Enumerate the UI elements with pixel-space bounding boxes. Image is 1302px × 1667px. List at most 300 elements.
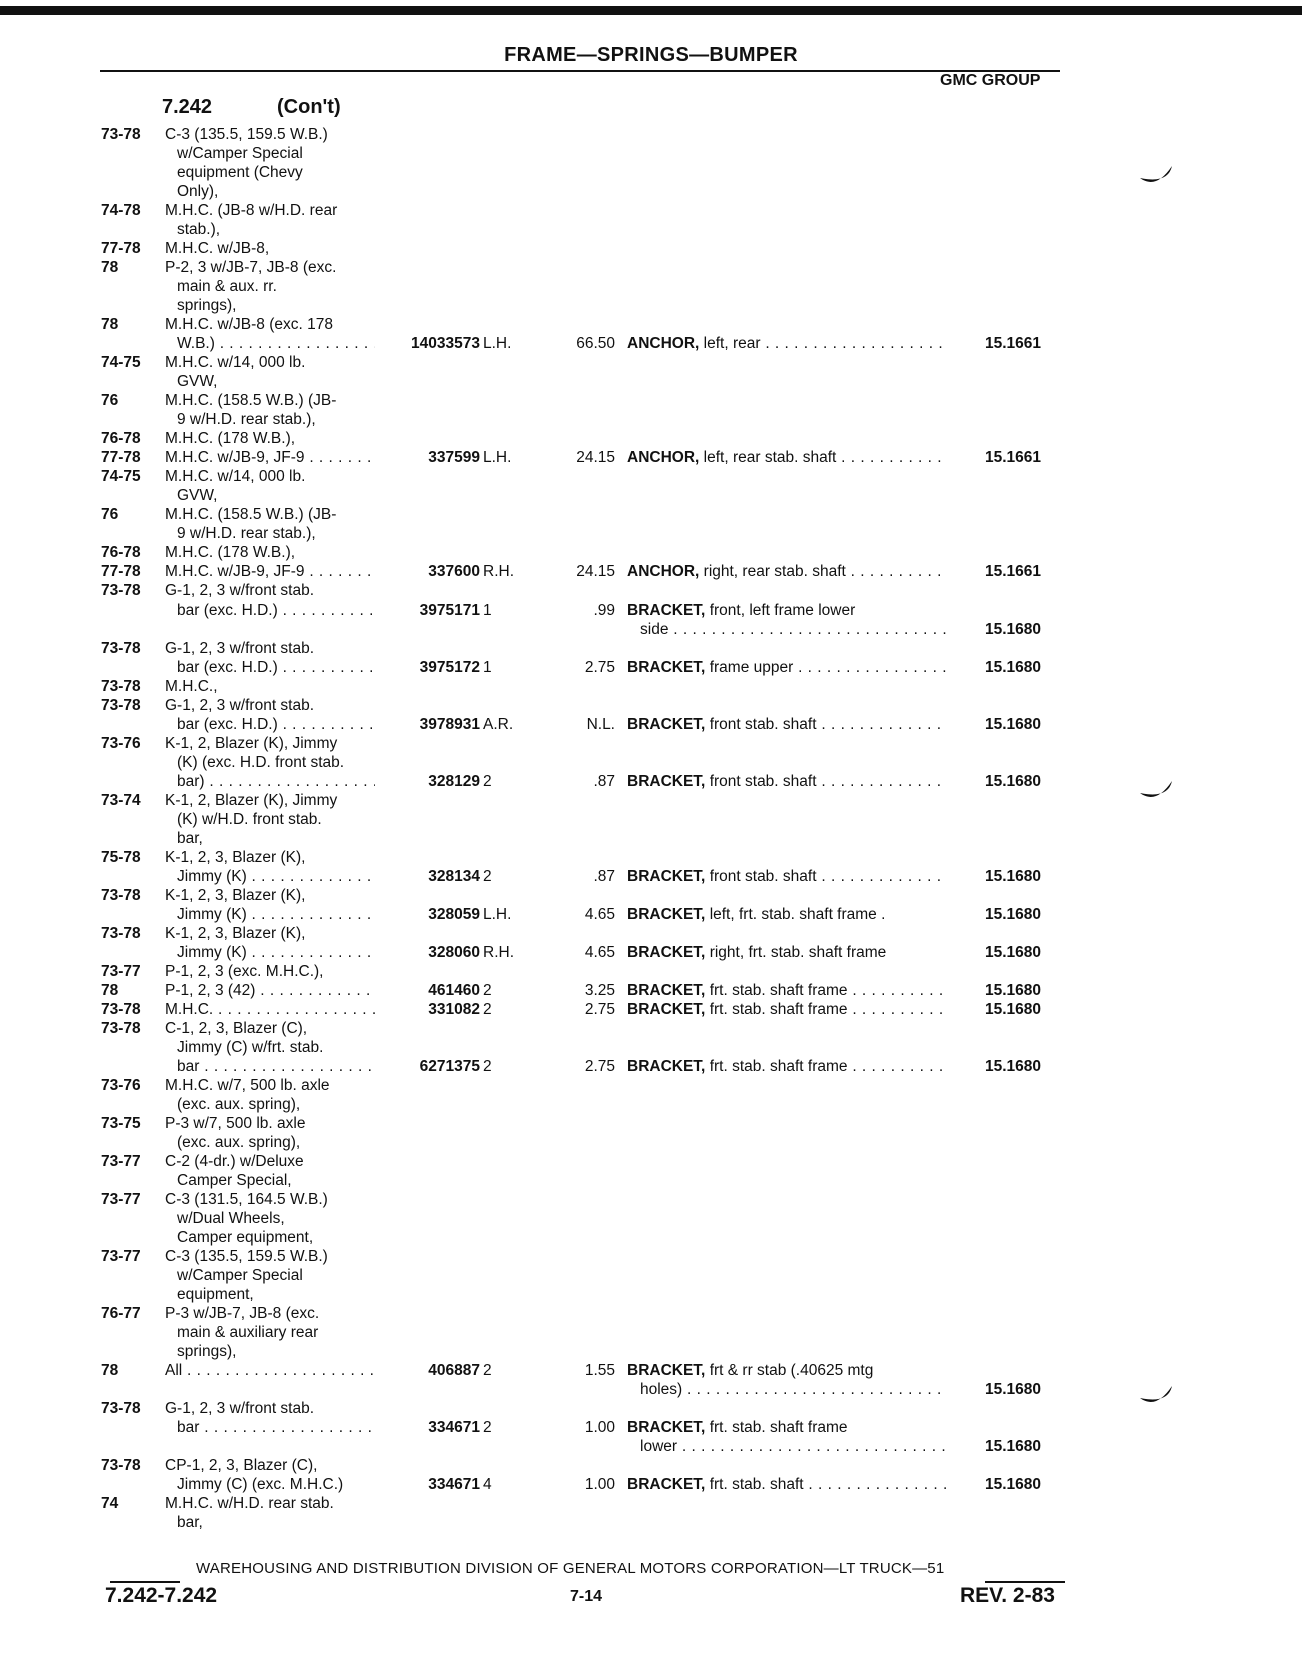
model-years: 73-77 [101,1191,141,1209]
application: M.H.C. (JB-8 w/H.D. rear [165,202,338,220]
part-description: frt. stab. shaft frame [709,981,848,999]
table-row [0,791,1302,810]
part-number: 331082 [428,1000,480,1018]
part-description: left, rear [703,335,761,353]
table-row [0,677,1302,696]
application: P-3 w/JB-7, JB-8 (exc. [165,1305,320,1323]
application: Only), [177,183,219,201]
table-row [0,620,1302,639]
application: Camper Special, [177,1172,292,1190]
part-description: holes) [640,1381,683,1399]
group-number: 15.1661 [985,335,1042,353]
model-years: 73-77 [101,962,141,980]
quantity: L.H. [483,449,512,467]
application: M.H.C. w/H.D. rear stab. [165,1495,334,1513]
quantity: 2 [483,1362,492,1380]
price: 2.75 [584,1057,615,1075]
table-row [0,258,1302,277]
table-row [0,1361,1302,1380]
application: G-1, 2, 3 w/front stab. [165,696,315,714]
group-number: 15.1680 [985,715,1042,733]
application: (K) w/H.D. front stab. [177,810,322,828]
description [627,1475,947,1494]
model-years: 77-78 [101,563,141,581]
table-row [0,1190,1302,1209]
application: main & aux. rr. [177,278,277,296]
part-number: 6271375 [419,1057,480,1075]
section-number: 7.242 [162,96,213,118]
part-name: BRACKET, [627,601,706,619]
table-row [0,1038,1302,1057]
application: M.H.C. (178 W.B.), [165,430,296,448]
part-name: BRACKET, [627,981,706,999]
group-number: 15.1680 [985,905,1042,923]
group-number: 15.1661 [985,563,1042,581]
model-years: 75-78 [101,848,141,866]
application: K-1, 2, 3, Blazer (K), [165,924,306,942]
application: bar . . . [177,1418,375,1437]
table-row [0,410,1302,429]
description [627,601,947,620]
table-row [0,1418,1302,1437]
application: bar (exc. H.D.) . . . [177,715,375,734]
model-years: 73-78 [101,126,141,143]
application: M.H.C. w/7, 500 lb. axle [165,1077,330,1094]
part-name: BRACKET, [627,1362,706,1380]
section-continued: (Con't) [277,96,341,118]
application: Camper equipment, [177,1229,314,1247]
price: N.L. [586,715,615,733]
application: M.H.C. w/14, 000 lb. [165,354,306,372]
description [627,981,947,1000]
price: 24.15 [576,449,615,467]
application: C-3 (135.5, 159.5 W.B.) [165,1248,328,1266]
model-years: 76-78 [101,544,141,562]
table-row [0,239,1302,258]
model-years: 78 [101,981,119,999]
application: P-2, 3 w/JB-7, JB-8 (exc. [165,259,337,277]
application: bar, [177,829,203,847]
table-row [0,1019,1302,1038]
model-years: 73-78 [101,924,141,942]
table-row [0,1513,1302,1532]
application: (K) (exc. H.D. front stab. [177,753,345,771]
table-row [0,924,1302,943]
part-name: BRACKET, [627,658,706,676]
part-number: 3975172 [419,658,480,676]
binder-hole-icon [1138,1380,1174,1408]
table-row [0,658,1302,677]
application: M.H.C. (158.5 W.B.) (JB- [165,506,337,524]
part-description: frt & rr stab (.40625 mtg [709,1362,874,1380]
part-name: BRACKET, [627,867,706,885]
application: M.H.C. (158.5 W.B.) (JB- [165,392,337,410]
footer-page-number: 7-14 [570,1588,603,1605]
group-number: 15.1661 [985,449,1042,467]
table-row [0,753,1302,772]
application: P-3 w/7, 500 lb. axle [165,1115,306,1133]
model-years: 73-78 [101,886,141,904]
part-name: BRACKET, [627,1476,706,1494]
part-number: 14033573 [411,335,480,353]
description [627,658,947,677]
quantity: 2 [483,867,492,885]
part-description: front stab. shaft [709,715,817,733]
table-row [0,467,1302,486]
table-row [0,543,1302,562]
application: C-3 (135.5, 159.5 W.B.) [165,126,328,143]
price: 4.65 [584,943,615,961]
table-row [0,1285,1302,1304]
part-number: 461460 [428,981,480,999]
model-years: 76 [101,392,119,410]
part-description: frame upper [709,658,794,676]
group-number: 15.1680 [985,772,1042,790]
part-name: BRACKET, [627,1000,706,1018]
application: bar) . . . [177,772,375,791]
application: bar (exc. H.D.) . . . [177,658,375,677]
application: bar . . . [177,1057,375,1076]
quantity: L.H. [483,905,512,923]
part-number: 328060 [428,943,480,961]
application: P-1, 2, 3 (42) . . . [165,981,375,1000]
table-row [0,1304,1302,1323]
model-years: 73-78 [101,1019,141,1037]
application: Jimmy (K) . . . [177,943,375,962]
group-number: 15.1680 [985,658,1042,676]
application: G-1, 2, 3 w/front stab. [165,639,315,657]
part-description: front stab. shaft [709,867,817,885]
application: 9 w/H.D. rear stab.), [177,411,316,429]
model-years: 73-78 [101,1400,141,1418]
part-name: BRACKET, [627,943,706,961]
table-row [0,429,1302,448]
model-years: 78 [101,316,119,334]
price: 1.00 [584,1476,615,1494]
table-row [0,1399,1302,1418]
model-years: 78 [101,259,119,277]
table-row [0,981,1302,1000]
description [627,1000,947,1019]
application: (exc. aux. spring), [177,1134,301,1152]
model-years: 73-75 [101,1115,141,1133]
part-description: lower [640,1438,678,1456]
model-years: 73-76 [101,734,141,752]
part-description: left, rear stab. shaft [703,449,837,467]
quantity: 2 [483,1057,492,1075]
part-description: frt. stab. shaft [709,1476,804,1494]
price: 2.75 [584,658,615,676]
table-row [0,1133,1302,1152]
price: 24.15 [576,563,615,581]
table-row [0,1171,1302,1190]
description [627,772,947,791]
application: GVW, [177,487,218,505]
table-row [0,220,1302,239]
part-name: BRACKET, [627,715,706,733]
table-row [0,1380,1302,1399]
table-row [0,581,1302,600]
model-years: 76-77 [101,1305,141,1323]
application: M.H.C., [165,677,218,695]
quantity: 1 [483,601,492,619]
model-years: 76-78 [101,430,141,448]
description [627,715,947,734]
application: K-1, 2, Blazer (K), Jimmy [165,791,338,809]
table-row [0,144,1302,163]
part-description: side [640,620,669,638]
quantity: 4 [483,1476,492,1494]
title-rule [100,70,1060,72]
table-row [0,601,1302,620]
application: equipment, [177,1286,254,1304]
description [627,448,947,467]
table-row [0,1152,1302,1171]
application: G-1, 2, 3 w/front stab. [165,582,315,600]
group-number: 15.1680 [985,867,1042,885]
part-description: frt. stab. shaft frame [709,1057,848,1075]
description [627,334,947,353]
table-row [0,448,1302,467]
part-number: 328134 [428,867,480,885]
table-row [0,296,1302,315]
application: bar, [177,1514,203,1532]
quantity: 2 [483,772,492,790]
table-row [0,867,1302,886]
group-number: 15.1680 [985,943,1042,961]
page-title: FRAME—SPRINGS—BUMPER [504,44,798,66]
part-name: BRACKET, [627,1057,706,1075]
description [627,562,947,581]
model-years: 74-75 [101,468,141,486]
table-row [0,1494,1302,1513]
application: W.B.) . . . [177,334,375,353]
part-number: 3975171 [419,601,480,619]
group-number: 15.1680 [985,1438,1042,1456]
part-description: left, frt. stab. shaft frame . [709,905,886,923]
model-years: 77-78 [101,240,141,258]
application: w/Dual Wheels, [177,1210,285,1228]
part-number: 328059 [428,905,480,923]
description [627,943,947,962]
model-years: 73-78 [101,582,141,600]
quantity: L.H. [483,335,512,353]
model-years: 73-77 [101,1153,141,1171]
quantity: A.R. [483,715,514,733]
top-border-bar [0,6,1302,15]
group-number: 15.1680 [985,1000,1042,1018]
table-row [0,734,1302,753]
table-row [0,125,1302,144]
table-row [0,886,1302,905]
application: springs), [177,297,237,315]
part-name: BRACKET, [627,905,706,923]
model-years: 73-76 [101,1077,141,1094]
table-row [0,1057,1302,1076]
model-years: 73-78 [101,639,141,657]
table-row [0,1095,1302,1114]
price: 4.65 [584,905,615,923]
quantity: 2 [483,1419,492,1437]
part-number: 406887 [428,1362,480,1380]
price: 1.00 [584,1419,615,1437]
application: M.H.C. w/JB-8 (exc. 178 [165,316,333,334]
table-row [0,353,1302,372]
table-row [0,372,1302,391]
quantity: R.H. [483,563,514,581]
part-number: 337600 [428,563,480,581]
table-row [0,562,1302,581]
part-number: 328129 [428,772,480,790]
group-number: 15.1680 [985,1057,1042,1075]
quantity: 2 [483,1000,492,1018]
application: CP-1, 2, 3, Blazer (C), [165,1457,318,1475]
table-row [0,1228,1302,1247]
table-row [0,715,1302,734]
table-row [0,905,1302,924]
model-years: 74-78 [101,202,141,220]
table-row [0,315,1302,334]
part-name: BRACKET, [627,772,706,790]
table-row [0,391,1302,410]
part-description: right, rear stab. shaft [703,563,846,581]
table-row [0,277,1302,296]
table-row [0,1209,1302,1228]
application: G-1, 2, 3 w/front stab. [165,1400,315,1418]
application: (exc. aux. spring), [177,1096,301,1114]
model-years: 74-75 [101,354,141,372]
group-number: 15.1680 [985,1381,1042,1399]
model-years: 73-78 [101,1457,141,1475]
application: w/Camper Special [177,1267,303,1285]
application: All . . . [165,1361,375,1380]
model-years: 73-78 [101,677,141,695]
table-row [0,1266,1302,1285]
application: M.H.C. (178 W.B.), [165,544,296,562]
binder-hole-icon [1138,160,1174,188]
price: 66.50 [576,335,615,353]
section-heading [162,96,341,119]
table-row [0,163,1302,182]
table-row [0,486,1302,505]
part-number: 334671 [428,1476,480,1494]
application: C-1, 2, 3, Blazer (C), [165,1019,308,1037]
application: equipment (Chevy [177,164,303,182]
price: .87 [593,772,615,790]
table-row [0,696,1302,715]
table-row [0,1000,1302,1019]
footer-section-range: 7.242-7.242 [105,1584,218,1607]
part-name: BRACKET, [627,1419,706,1437]
application: M.H.C. . . . [165,1000,375,1019]
application: GVW, [177,373,218,391]
model-years: 73-77 [101,1248,141,1266]
group-number: 15.1680 [985,1476,1042,1494]
table-row [0,524,1302,543]
model-years: 78 [101,1362,119,1380]
description [627,867,947,886]
description [627,1361,947,1380]
application: stab.), [177,221,221,239]
table-row [0,182,1302,201]
part-description: front stab. shaft [709,772,817,790]
application: w/Camper Special [177,145,303,163]
model-years: 73-78 [101,1000,141,1018]
application: Jimmy (K) . . . [177,867,375,886]
part-name: ANCHOR, [627,449,700,467]
part-number: 3978931 [419,715,480,733]
quantity: 1 [483,658,492,676]
model-years: 76 [101,506,119,524]
footer-revision: REV. 2-83 [960,1584,1055,1607]
part-name: ANCHOR, [627,563,700,581]
description [640,1437,947,1456]
table-row [0,1323,1302,1342]
table-row [0,1247,1302,1266]
footer-rule-left [110,1581,180,1583]
application: C-2 (4-dr.) w/Deluxe [165,1153,304,1171]
binder-hole-icon [1138,775,1174,803]
description [640,1380,947,1399]
model-years: 77-78 [101,449,141,467]
application: Jimmy (C) (exc. M.H.C.) [177,1476,344,1494]
application: 9 w/H.D. rear stab.), [177,525,316,543]
table-row [0,1342,1302,1361]
table-row [0,772,1302,791]
price: .99 [593,601,615,619]
description [627,905,947,924]
application: K-1, 2, Blazer (K), Jimmy [165,734,338,752]
part-description: right, frt. stab. shaft frame [709,943,887,961]
part-number: 337599 [428,449,480,467]
group-number: 15.1680 [985,981,1042,999]
price: 3.25 [584,981,615,999]
application: P-1, 2, 3 (exc. M.H.C.), [165,962,324,980]
table-row [0,829,1302,848]
part-description: frt. stab. shaft frame [709,1000,848,1018]
part-description: front, left frame lower [709,601,856,619]
table-row [0,810,1302,829]
model-years: 73-78 [101,696,141,714]
table-row [0,1437,1302,1456]
application: K-1, 2, 3, Blazer (K), [165,886,306,904]
table-row [0,201,1302,220]
application: C-3 (131.5, 164.5 W.B.) [165,1191,328,1209]
model-years: 74 [101,1495,119,1513]
table-row [0,1114,1302,1133]
application: K-1, 2, 3, Blazer (K), [165,848,306,866]
application: bar (exc. H.D.) . . . [177,601,375,620]
quantity: 2 [483,981,492,999]
application: Jimmy (K) . . . [177,905,375,924]
table-row [0,505,1302,524]
application: M.H.C. w/JB-9, JF-9 . . . [165,448,375,467]
group-number: 15.1680 [985,620,1042,638]
application: M.H.C. w/JB-8, [165,240,270,258]
application: springs), [177,1343,237,1361]
description [640,620,947,639]
group-label: GMC GROUP [940,72,1041,89]
application: M.H.C. w/14, 000 lb. [165,468,306,486]
application: M.H.C. w/JB-9, JF-9 . . . [165,562,375,581]
application: main & auxiliary rear [177,1324,319,1342]
table-row [0,334,1302,353]
price: 2.75 [584,1000,615,1018]
price: 1.55 [584,1362,615,1380]
footer-rule-right [985,1581,1065,1583]
model-years: 73-74 [101,791,141,809]
table-row [0,1456,1302,1475]
